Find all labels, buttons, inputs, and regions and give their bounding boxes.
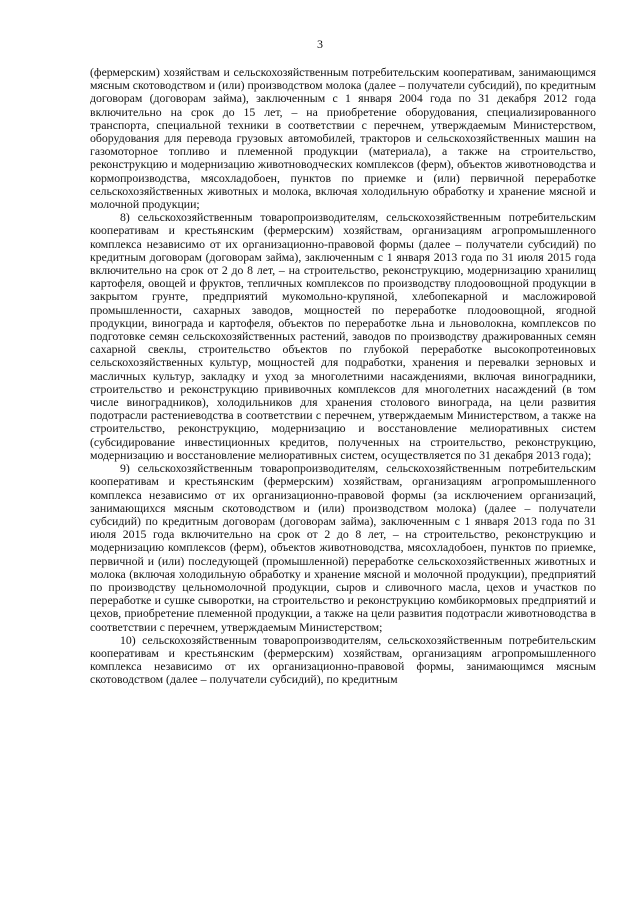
paragraph-item-10: 10) сельскохозяйственным товаропроизводителям, сельскохозяйственным потребительским кооперативам и крестьянским (фермерским) хозяйствам, организациям агропромышленного комплекса независимо от их организационно-правовой формы, занимающимся мясным скотоводством (далее – получатели субсидий), по кредитным [90, 632, 596, 687]
document-body [90, 66, 596, 687]
paragraph-continuation: (фермерским) хозяйствам и сельскохозяйственным потребительским кооперативам, занимающимся мясным скотоводством и (или) производством молока (далее – получатели субсидий), по кредитным договорам (договорам займа), заключенным с 1 января 2004 года по 31 декабря 2012 года включительно на срок до 15 лет, – на приобретение оборудования, специализированного транспорта, специальной техники в соответствии с перечнем, утверждаемым Министерством, оборудования для перевода грузовых автомобилей, тракторов и сельскохозяйственных машин на газомоторное топливо и племенной продукции (материала), а также на строительство, реконструкцию и модернизацию животноводческих комплексов (ферм), объектов животноводства и кормопроизводства, мясохладобоен, пунктов по приемке и (или) первичной переработке сельскохозяйственных животных и молока, включая холодильную обработку и хранение мясной и молочной продукции; [90, 65, 596, 212]
paragraph-item-9: 9) сельскохозяйственным товаропроизводителям, сельскохозяйственным потребительским кооперативам и крестьянским (фермерским) хозяйствам, организациям агропромышленного комплекса независимо от их организационно-правовой формы (за исключением организаций, занимающихся мясным скотоводством и (или) производством молока) (далее – получатели субсидий) по кредитным договорам (договорам займа), заключенным с 1 января 2013 года по 31 июля 2015 года включительно на срок от 2 до 8 лет, – на строительство, реконструкцию и модернизацию комплексов (ферм), объектов животноводства, мясохладобоен, пунктов по приемке, первичной и (или) последующей (промышленной) переработке сельскохозяйственных животных и молока (включая холодильную обработку и хранение мясной и молочной продукции), предприятий по производству цельномолочной продукции, сыров и сливочного масла, цехов и участков по переработке и сушке сыворотки, на строительство и реконструкцию комбикормовых предприятий и цехов, приобретение племенной продукции, а также на цели развития подотрасли животноводства в соответствии с перечнем, утверждаемым Министерством; [90, 461, 596, 634]
page-number: 3 [317, 37, 323, 51]
paragraph-item-8: 8) сельскохозяйственным товаропроизводителям, сельскохозяйственным потребительским кооперативам и крестьянским (фермерским) хозяйствам, организациям агропромышленного комплекса независимо от их организационно-правовой формы (далее – получатели субсидий) по кредитным договорам (договорам займа), заключенным с 1 января 2013 года по 31 июля 2015 года включительно на срок от 2 до 8 лет, – на строительство, реконструкцию, модернизацию хранилищ картофеля, овощей и фруктов, тепличных комплексов по производству плодоовощной продукции в закрытом грунте, предприятий мукомольно-крупяной, хлебопекарной и масложировой промышленности, сахарных заводов, мощностей по переработке плодоовощной, ягодной продукции, винограда и картофеля, объектов по переработке льна и льноволокна, комплексов по подготовке семян сельскохозяйственных растений, заводов по производству дражированных семян сахарной свеклы, строительство объектов по глубокой переработке высокопротеиновых сельскохозяйственных культур, мощностей для подработки, хранения и перевалки зерновых и масличных культур, закладку и уход за многолетними насаждениями, включая виноградники, строительство и реконструкцию прививочных комплексов для многолетних насаждений (в том числе виноградников), холодильников для хранения столового винограда, на цели развития подотрасли растениеводства в соответствии с перечнем, утверждаемым Министерством, а также на строительство, реконструкцию, модернизацию и восстановление мелиоративных систем (субсидирование инвестиционных кредитов, полученных на строительство, реконструкцию, модернизацию и восстановление мелиоративных систем, осуществляется по 31 декабря 2013 года); [90, 210, 596, 462]
